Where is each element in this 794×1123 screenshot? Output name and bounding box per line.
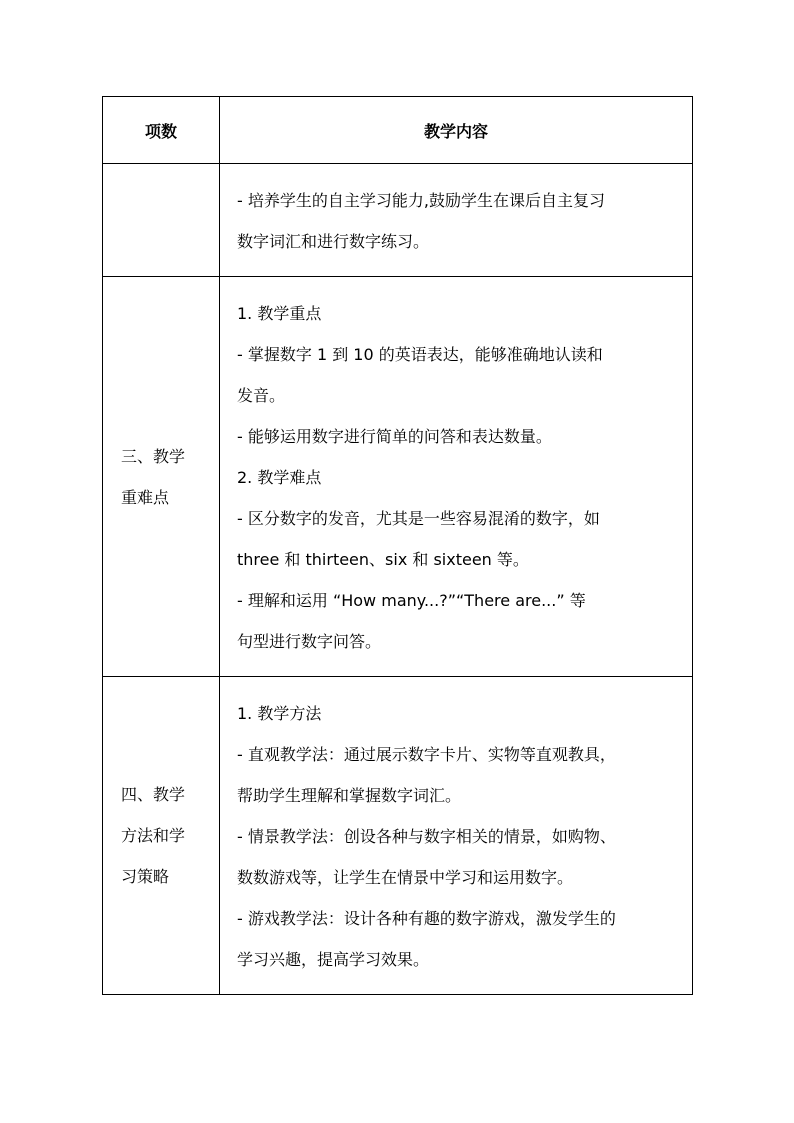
content-line: - 培养学生的自主学习能力,鼓励学生在课后自主复习 (237, 191, 605, 210)
label-line: 三、教学 (121, 446, 186, 466)
content-line: 1. 教学重点 (237, 304, 322, 323)
content-line: - 直观教学法：通过展示数字卡片、实物等直观教具， (237, 745, 616, 764)
lesson-plan-table (102, 96, 693, 995)
row-content (220, 164, 693, 277)
content-line: 帮助学生理解和掌握数字词汇。 (237, 786, 462, 805)
table-row (103, 277, 693, 677)
label-line: 方法和学 (121, 826, 186, 845)
row-content (220, 677, 693, 995)
header-teaching-content: 教学内容 (220, 97, 693, 164)
header-item-count: 项数 (103, 97, 220, 164)
content-line: 学习兴趣，提高学习效果。 (237, 950, 430, 969)
row-content (220, 277, 693, 677)
row-label (103, 164, 220, 277)
label-line: 四、教学 (121, 785, 186, 804)
content-line: 发音。 (237, 386, 286, 405)
content-line: - 区分数字的发音，尤其是一些容易混淆的数字，如 (237, 509, 600, 528)
label-line: 重难点 (121, 487, 170, 507)
content-line: 数字词汇和进行数字练习。 (237, 232, 430, 251)
content-line: 句型进行数字问答。 (237, 632, 382, 651)
content-line: 1. 教学方法 (237, 704, 322, 723)
row-label (103, 277, 220, 677)
content-line: - 能够运用数字进行简单的问答和表达数量。 (237, 427, 552, 446)
content-line: - 理解和运用 “How many...?”“There are...” 等 (237, 591, 586, 610)
content-line: 2. 教学难点 (237, 468, 322, 487)
content-line: 数数游戏等，让学生在情景中学习和运用数字。 (237, 868, 574, 887)
table-row (103, 164, 693, 277)
content-line: - 游戏教学法：设计各种有趣的数字游戏，激发学生的 (237, 909, 616, 928)
content-line: - 情景教学法：创设各种与数字相关的情景，如购物、 (237, 827, 616, 846)
label-line: 习策略 (121, 867, 170, 886)
row-label (103, 677, 220, 995)
content-line: three 和 thirteen、six 和 sixteen 等。 (237, 550, 529, 569)
content-line: - 掌握数字 1 到 10 的英语表达，能够准确地认读和 (237, 345, 603, 364)
table-header-row (103, 97, 693, 164)
table-row (103, 677, 693, 995)
